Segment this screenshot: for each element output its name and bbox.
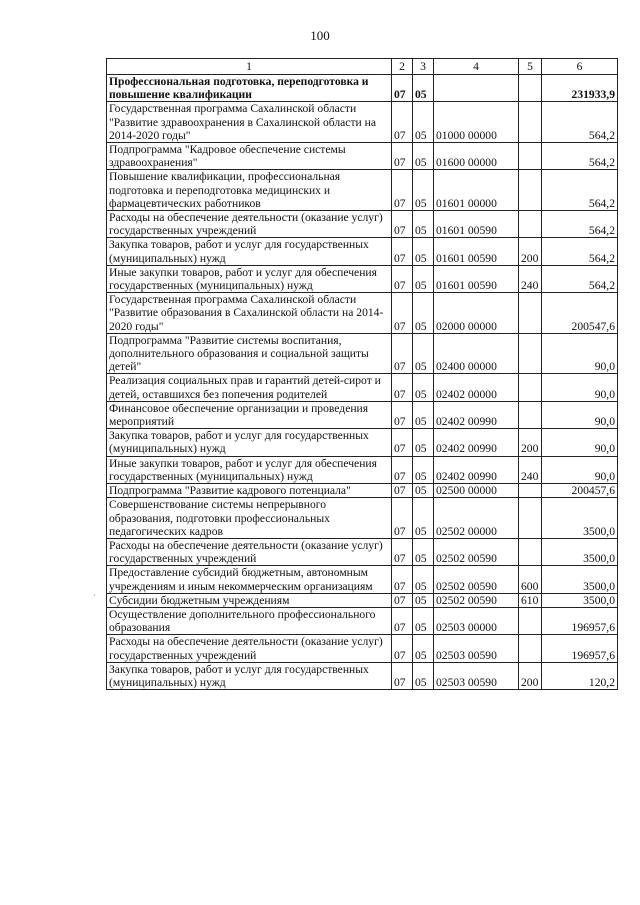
cell-vr: 610 [519,593,542,607]
cell-pr: 05 [413,401,434,428]
cell-sum: 90,0 [542,333,618,374]
cell-pr: 05 [413,75,434,102]
cell-sum: 231933,9 [542,75,618,102]
cell-sum: 200547,6 [542,293,618,334]
cell-rz: 07 [392,662,413,689]
cell-pr: 05 [413,143,434,170]
header-cell-4: 4 [434,59,519,75]
table-row [107,143,618,170]
cell-pr: 05 [413,265,434,292]
table-row [107,429,618,456]
cell-name: Расходы на обеспечение деятельности (оказание услуг) государственных учреждений [107,211,392,238]
table-row [107,293,618,334]
cell-rz: 07 [392,143,413,170]
cell-sum: 564,2 [542,238,618,265]
cell-name: Государственная программа Сахалинской области "Развитие здравоохранения в Сахалинской области на 2014-2020 годы" [107,102,392,143]
cell-csr: 02500 00000 [434,484,519,498]
cell-sum: 196957,6 [542,635,618,662]
cell-csr: 01601 00590 [434,211,519,238]
header-cell-6: 6 [542,59,618,75]
cell-vr: 240 [519,265,542,292]
table-row [107,211,618,238]
table-row [107,456,618,483]
cell-csr: 01601 00590 [434,265,519,292]
cell-rz: 07 [392,538,413,565]
table-row [107,75,618,102]
cell-name: Финансовое обеспечение организации и проведения мероприятий [107,401,392,428]
table-row [107,265,618,292]
cell-rz: 07 [392,170,413,211]
table-row [107,484,618,498]
table-row [107,238,618,265]
table-row [107,566,618,593]
cell-sum: 3500,0 [542,593,618,607]
cell-rz: 07 [392,75,413,102]
cell-csr: 02402 00990 [434,401,519,428]
cell-pr: 05 [413,593,434,607]
cell-csr: 01601 00590 [434,238,519,265]
cell-rz: 07 [392,401,413,428]
cell-sum: 564,2 [542,211,618,238]
cell-sum: 3500,0 [542,538,618,565]
table-row [107,593,618,607]
cell-vr [519,170,542,211]
cell-vr: 200 [519,238,542,265]
cell-rz: 07 [392,593,413,607]
cell-csr [434,75,519,102]
cell-pr: 05 [413,333,434,374]
cell-pr: 05 [413,662,434,689]
cell-name: Осуществление дополнительного профессионального образования [107,607,392,634]
cell-name: Совершенствование системы непрерывного образования, подготовки профессиональных педагогических кадров [107,498,392,539]
header-cell-5: 5 [519,59,542,75]
cell-csr: 02400 00000 [434,333,519,374]
cell-vr [519,75,542,102]
cell-pr: 05 [413,374,434,401]
cell-name: Иные закупки товаров, работ и услуг для обеспечения государственных (муниципальных) нужд [107,456,392,483]
cell-vr [519,102,542,143]
cell-rz: 07 [392,635,413,662]
table-row [107,401,618,428]
cell-pr: 05 [413,566,434,593]
cell-name: Иные закупки товаров, работ и услуг для обеспечения государственных (муниципальных) нужд [107,265,392,292]
header-cell-3: 3 [413,59,434,75]
cell-csr: 02402 00000 [434,374,519,401]
cell-csr: 02402 00990 [434,429,519,456]
cell-name: Закупка товаров, работ и услуг для государственных (муниципальных) нужд [107,238,392,265]
cell-name: Подпрограмма "Развитие системы воспитания, дополнительного образования и социальной защиты детей" [107,333,392,374]
cell-sum: 90,0 [542,456,618,483]
cell-vr: 240 [519,456,542,483]
budget-table [106,58,618,690]
cell-vr [519,635,542,662]
cell-rz: 07 [392,333,413,374]
cell-vr [519,484,542,498]
cell-sum: 120,2 [542,662,618,689]
cell-name: Реализация социальных прав и гарантий детей-сирот и детей, оставшихся без попечения родителей [107,374,392,401]
cell-vr: 200 [519,662,542,689]
cell-name: Расходы на обеспечение деятельности (оказание услуг) государственных учреждений [107,538,392,565]
cell-pr: 05 [413,429,434,456]
cell-csr: 01600 00000 [434,143,519,170]
cell-pr: 05 [413,170,434,211]
cell-sum: 90,0 [542,429,618,456]
cell-sum: 564,2 [542,143,618,170]
cell-name: Подпрограмма "Развитие кадрового потенциала" [107,484,392,498]
cell-vr [519,607,542,634]
cell-pr: 05 [413,635,434,662]
table-row [107,498,618,539]
cell-vr: 600 [519,566,542,593]
cell-sum: 90,0 [542,401,618,428]
cell-pr: 05 [413,607,434,634]
cell-name: Предоставление субсидий бюджетным, автономным учреждениям и иным некоммерческим организациям [107,566,392,593]
cell-csr: 01601 00000 [434,170,519,211]
cell-rz: 07 [392,498,413,539]
table-row [107,635,618,662]
cell-name: Подпрограмма "Кадровое обеспечение системы здравоохранения" [107,143,392,170]
cell-name: Расходы на обеспечение деятельности (оказание услуг) государственных учреждений [107,635,392,662]
cell-csr: 02503 00000 [434,607,519,634]
cell-pr: 05 [413,293,434,334]
cell-rz: 07 [392,211,413,238]
cell-rz: 07 [392,293,413,334]
page-number: 100 [310,28,330,43]
cell-pr: 05 [413,538,434,565]
cell-sum: 3500,0 [542,498,618,539]
margin-mark: · [93,590,96,600]
cell-csr: 02502 00590 [434,566,519,593]
cell-vr [519,538,542,565]
cell-name: Закупка товаров, работ и услуг для государственных (муниципальных) нужд [107,662,392,689]
cell-pr: 05 [413,456,434,483]
cell-vr [519,401,542,428]
cell-csr: 02502 00000 [434,498,519,539]
cell-pr: 05 [413,484,434,498]
cell-name: Повышение квалификации, профессиональная подготовка и переподготовка медицинских и фармацевтических работников [107,170,392,211]
cell-rz: 07 [392,566,413,593]
cell-vr [519,293,542,334]
cell-vr [519,498,542,539]
cell-pr: 05 [413,211,434,238]
cell-rz: 07 [392,484,413,498]
cell-sum: 3500,0 [542,566,618,593]
cell-rz: 07 [392,265,413,292]
cell-sum: 564,2 [542,170,618,211]
header-row [107,59,618,75]
cell-vr [519,211,542,238]
cell-rz: 07 [392,429,413,456]
cell-name: Государственная программа Сахалинской области "Развитие образования в Сахалинской области на 2014-2020 годы" [107,293,392,334]
cell-csr: 02502 00590 [434,538,519,565]
cell-csr: 02502 00590 [434,593,519,607]
cell-pr: 05 [413,498,434,539]
cell-rz: 07 [392,102,413,143]
table-body [107,75,618,690]
cell-csr: 02503 00590 [434,662,519,689]
table-row [107,607,618,634]
cell-sum: 196957,6 [542,607,618,634]
cell-csr: 01000 00000 [434,102,519,143]
table-row [107,102,618,143]
cell-csr: 02503 00590 [434,635,519,662]
cell-pr: 05 [413,238,434,265]
table-row [107,333,618,374]
cell-rz: 07 [392,238,413,265]
header-cell-1: 1 [107,59,392,75]
cell-sum: 564,2 [542,265,618,292]
cell-name: Субсидии бюджетным учреждениям [107,593,392,607]
cell-rz: 07 [392,456,413,483]
cell-name: Закупка товаров, работ и услуг для государственных (муниципальных) нужд [107,429,392,456]
cell-vr [519,333,542,374]
cell-vr [519,143,542,170]
header-cell-2: 2 [392,59,413,75]
cell-pr: 05 [413,102,434,143]
cell-csr: 02402 00990 [434,456,519,483]
cell-sum: 90,0 [542,374,618,401]
cell-rz: 07 [392,607,413,634]
cell-csr: 02000 00000 [434,293,519,334]
cell-sum: 200457,6 [542,484,618,498]
cell-vr [519,374,542,401]
cell-vr: 200 [519,429,542,456]
table-row [107,538,618,565]
table-row [107,374,618,401]
cell-rz: 07 [392,374,413,401]
table-row [107,170,618,211]
table-row [107,662,618,689]
cell-name: Профессиональная подготовка, переподготовка и повышение квалификации [107,75,392,102]
cell-sum: 564,2 [542,102,618,143]
